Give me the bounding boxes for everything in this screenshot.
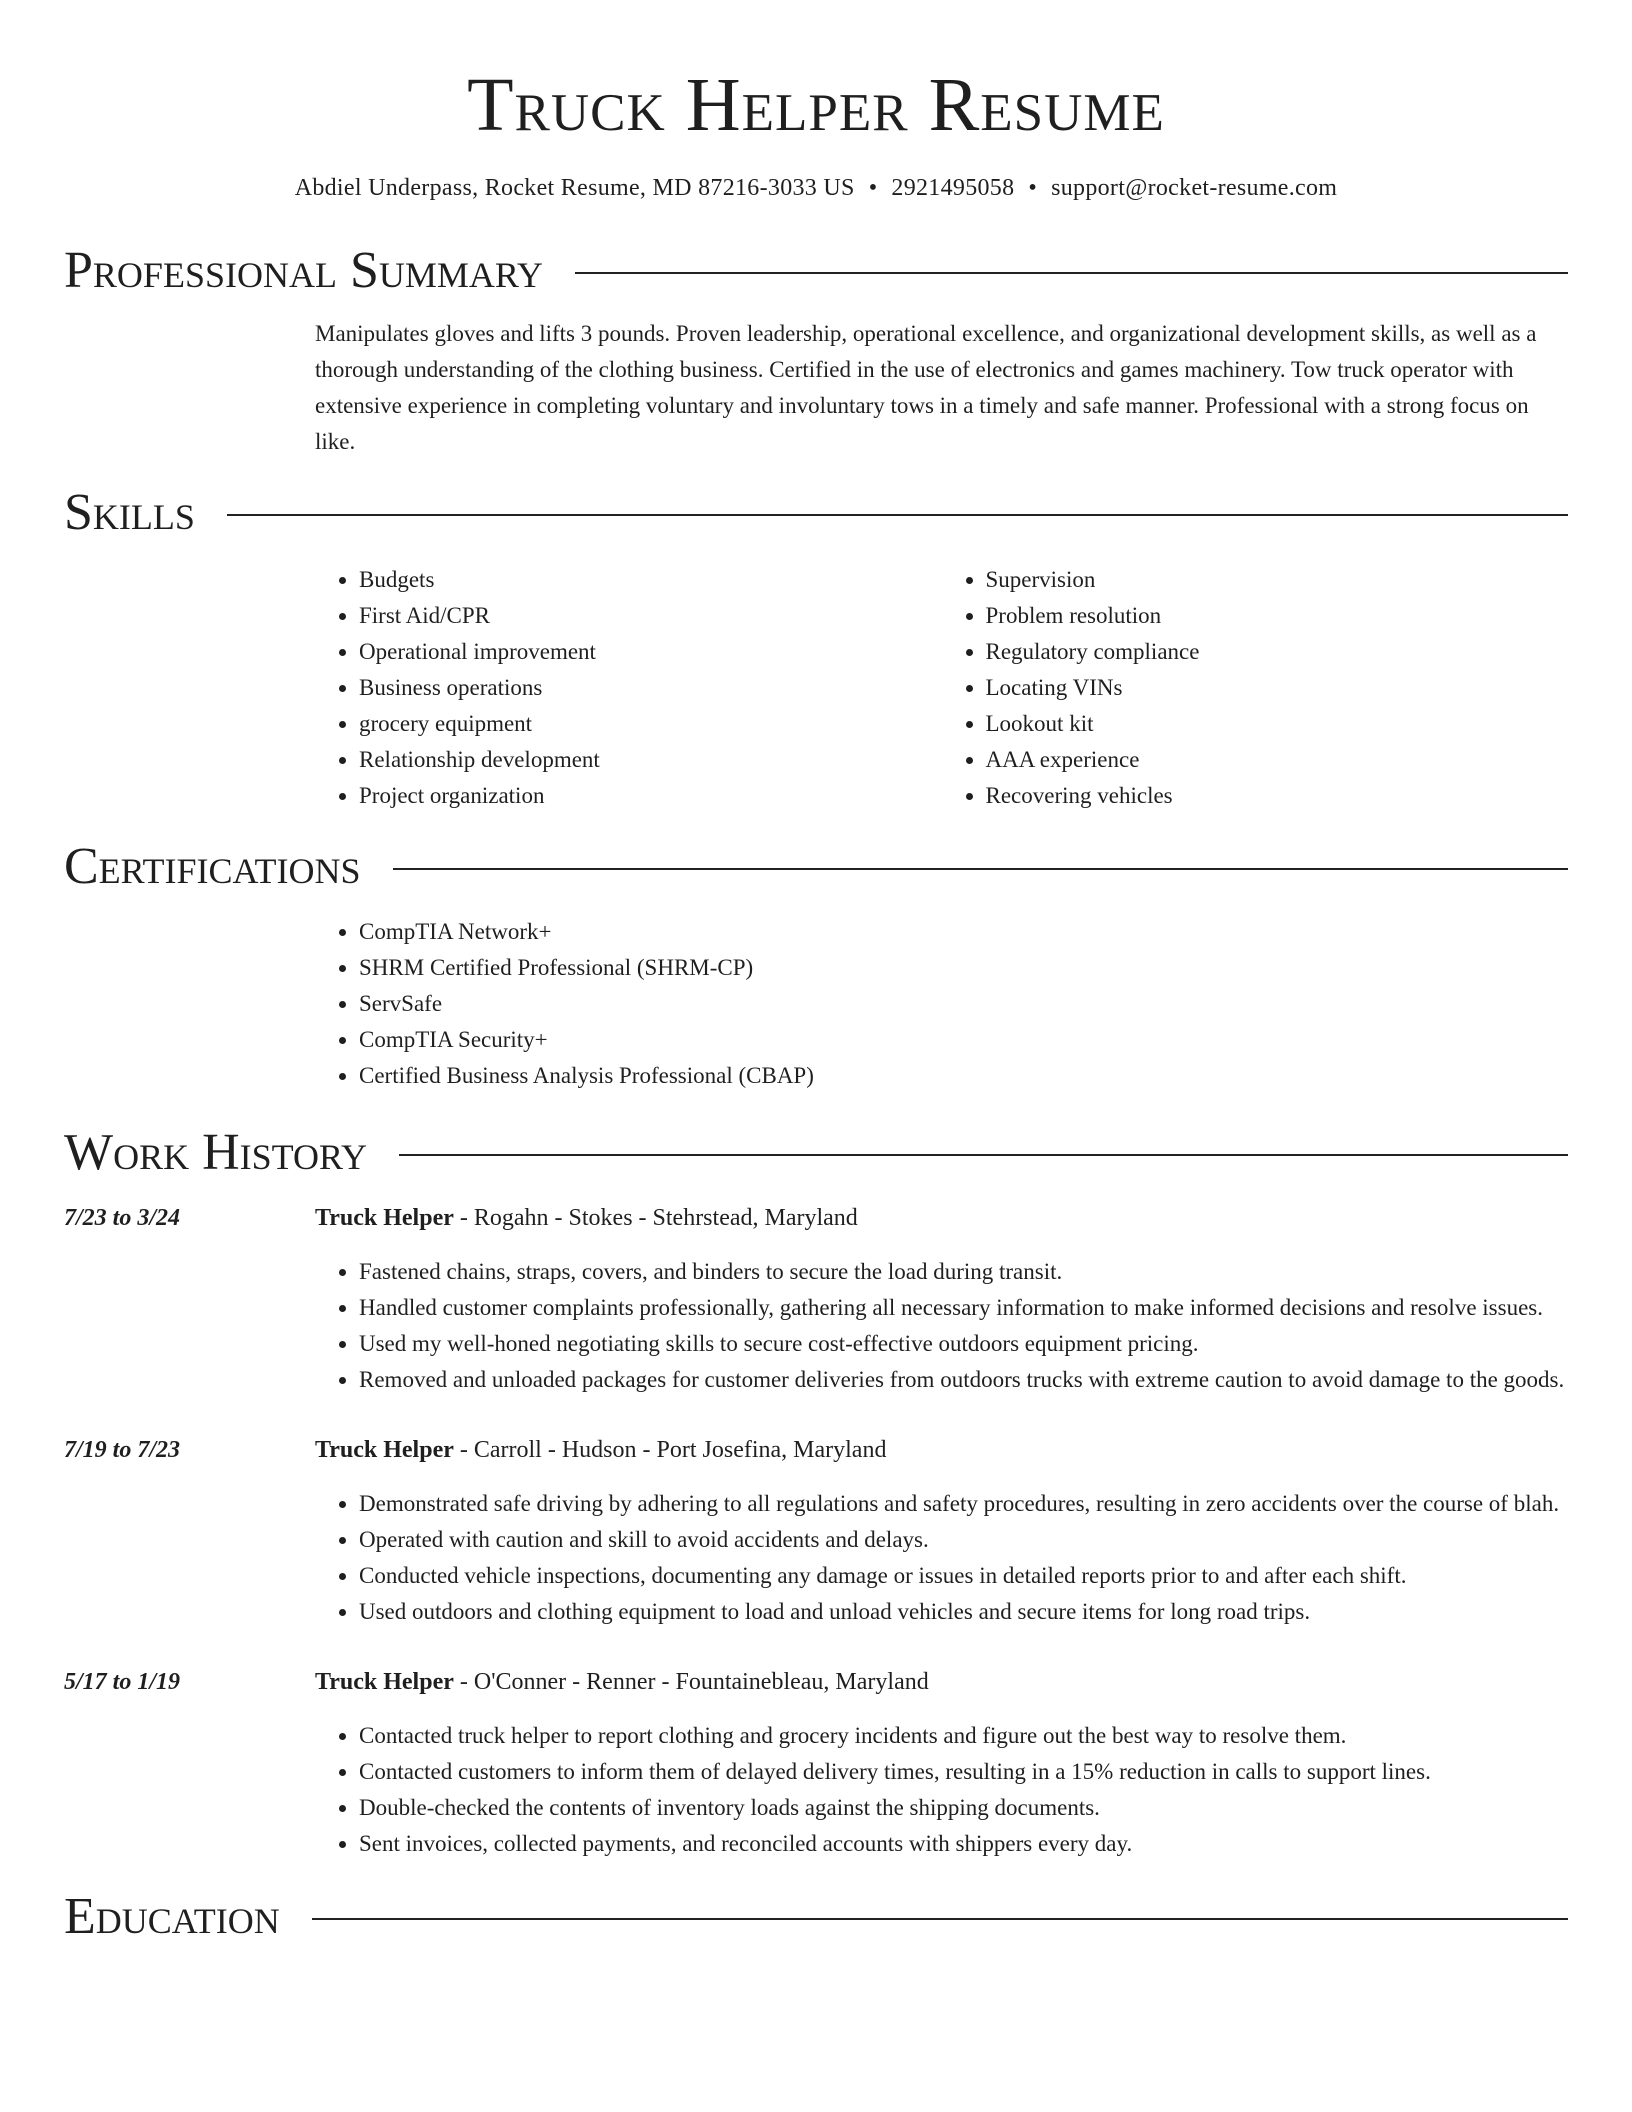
job-title: Truck Helper [315,1669,454,1695]
job-employer-location: - O'Conner - Renner - Fountainebleau, Maryland [453,1669,929,1695]
list-item: • First Aid/CPR [359,598,942,634]
contact-separator: • [868,175,878,201]
section-divider [399,1154,1568,1156]
summary-text: Manipulates gloves and lifts 3 pounds. Proven leadership, operational excellence, and organizational development skills, as well as a thorough understanding of the clothing business. Certified in the use of electronics and games machinery. Tow truck operator with extensive experience in completing voluntary and involuntary tows in a timely and safe manner. Professional with a strong focus on like. [315,321,1537,454]
skills-column-right [942,562,1569,814]
list-item: • Problem resolution [986,598,1569,634]
section-divider [227,514,1568,516]
job-heading [315,1432,1568,1468]
section-professional-summary [64,238,1568,304]
section-heading: Certifications [64,838,361,895]
contact-separator: • [1028,175,1038,201]
job-title: Truck Helper [315,1437,454,1463]
list-item: • Handled customer complaints professionally, gathering all necessary information to make informed decisions and resolve issues. [359,1290,1568,1326]
job-dates: 7/19 to 7/23 [64,1437,181,1463]
list-item: • CompTIA Security+ [359,1022,1568,1058]
list-item: • Double-checked the contents of inventory loads against the shipping documents. [359,1790,1568,1826]
list-item: • Contacted customers to inform them of delayed delivery times, resulting in a 15% reduction in calls to support lines. [359,1754,1568,1790]
list-item: • Demonstrated safe driving by adhering to all regulations and safety procedures, resulting in zero accidents over the course of blah. [359,1486,1568,1522]
section-divider [312,1918,1568,1920]
skills-list [315,562,1568,814]
list-item: • Operated with caution and skill to avoid accidents and delays. [359,1522,1568,1558]
list-item: • ServSafe [359,986,1568,1022]
list-item: • Recovering vehicles [986,778,1569,814]
job-heading [315,1200,1568,1236]
contact-address: Abdiel Underpass, Rocket Resume, MD 87216-3033 US [294,175,855,201]
job-dates: 5/17 to 1/19 [64,1669,181,1695]
list-item: • SHRM Certified Professional (SHRM-CP) [359,950,1568,986]
skills-column-left [315,562,942,814]
job-bullets [315,1486,1568,1630]
list-item: • CompTIA Network+ [359,914,1568,950]
contact-email: support@rocket-resume.com [1051,175,1338,201]
section-heading: Education [64,1888,280,1945]
list-item: • Regulatory compliance [986,634,1569,670]
section-heading: Professional Summary [64,242,543,299]
resume-page [64,0,1568,1950]
list-item: • Relationship development [359,742,942,778]
list-item: • Budgets [359,562,942,598]
list-item: • AAA experience [986,742,1569,778]
list-item: • Business operations [359,670,942,706]
list-item: • Contacted truck helper to report clothing and grocery incidents and figure out the best way to resolve them. [359,1718,1568,1754]
list-item: • Fastened chains, straps, covers, and binders to secure the load during transit. [359,1254,1568,1290]
certifications-list [315,914,1568,1094]
job-body [315,1200,1568,1398]
certifications-items [315,914,1568,1094]
contact-line [64,172,1568,204]
list-item: • Supervision [986,562,1569,598]
job-entry [64,1432,1568,1630]
job-employer-location: - Rogahn - Stokes - Stehrstead, Maryland [453,1205,858,1231]
section-education [64,1884,1568,1950]
list-item: • Locating VINs [986,670,1569,706]
job-bullets [315,1718,1568,1862]
list-item: • Certified Business Analysis Professional (CBAP) [359,1058,1568,1094]
section-skills [64,480,1568,546]
job-employer-location: - Carroll - Hudson - Port Josefina, Maryland [453,1437,887,1463]
section-work-history [64,1120,1568,1186]
list-item: • Used outdoors and clothing equipment to load and unload vehicles and secure items for long road trips. [359,1594,1568,1630]
job-entry [64,1664,1568,1862]
page-title: Truck Helper Resume [467,63,1165,147]
contact-phone: 2921495058 [891,175,1015,201]
job-entry [64,1200,1568,1398]
list-item: • Lookout kit [986,706,1569,742]
section-heading: Work History [64,1124,368,1181]
job-body [315,1432,1568,1630]
list-item: • Removed and unloaded packages for customer deliveries from outdoors trucks with extreme caution to avoid damage to the goods. [359,1362,1568,1398]
job-body [315,1664,1568,1862]
list-item: • Used my well-honed negotiating skills to secure cost-effective outdoors equipment pricing. [359,1326,1568,1362]
list-item: • Project organization [359,778,942,814]
job-bullets [315,1254,1568,1398]
section-certifications [64,834,1568,900]
job-dates: 7/23 to 3/24 [64,1205,181,1231]
section-divider [575,272,1568,274]
section-divider [393,868,1568,870]
section-heading: Skills [64,484,195,541]
list-item: • Sent invoices, collected payments, and reconciled accounts with shippers every day. [359,1826,1568,1862]
job-title: Truck Helper [315,1205,454,1231]
list-item: • Operational improvement [359,634,942,670]
work-history-list [64,1200,1568,1862]
list-item: • grocery equipment [359,706,942,742]
list-item: • Conducted vehicle inspections, documenting any damage or issues in detailed reports prior to and after each shift. [359,1558,1568,1594]
job-heading [315,1664,1568,1700]
